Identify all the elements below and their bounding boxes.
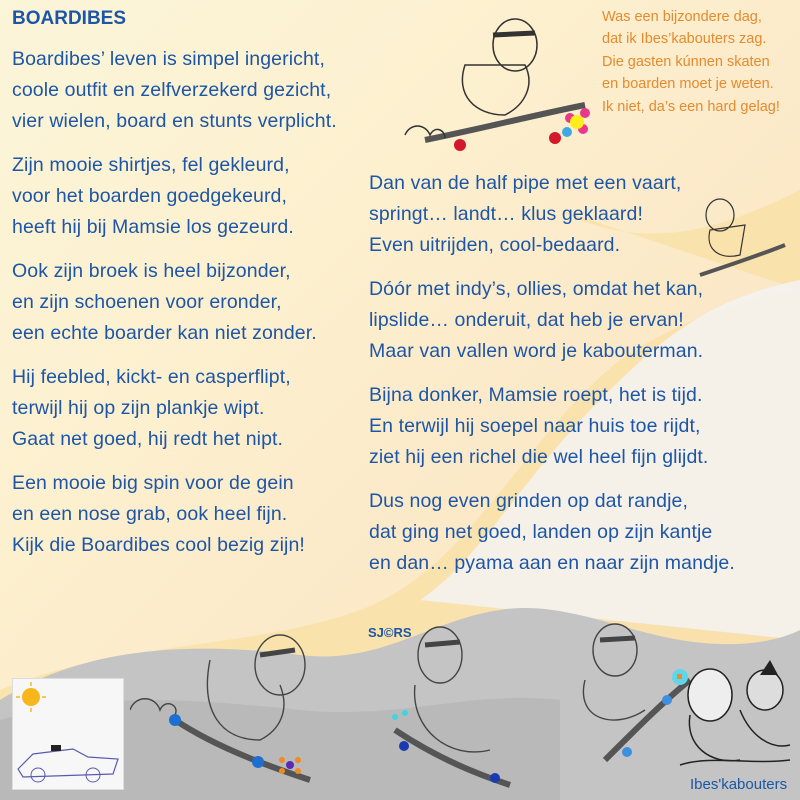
- intro-line: Die gasten kúnnen skaten: [602, 53, 770, 70]
- verse-line: Even uitrijden, cool-bedaard.: [369, 234, 621, 256]
- signature: SJ©RS: [368, 625, 412, 640]
- verse-line: Boardibes’ leven is simpel ingericht,: [12, 48, 325, 70]
- verse-line: Zijn mooie shirtjes, fel gekleurd,: [12, 154, 290, 176]
- verse-line: Ook zijn broek is heel bijzonder,: [12, 260, 291, 282]
- skateboarder-bottom-2-illustration: [390, 620, 540, 795]
- verse-line: een echte boarder kan niet zonder.: [12, 322, 317, 344]
- stanza: [12, 468, 337, 561]
- car-drawing-image: [12, 678, 124, 790]
- verse-line: Kijk die Boardibes cool bezig zijn!: [12, 534, 305, 556]
- verse-line: en dan… pyama aan en naar zijn mandje.: [369, 552, 735, 574]
- verse-line: Gaat net goed, hij redt het nipt.: [12, 428, 284, 450]
- verse-line: dat ging net goed, landen op zijn kantje: [369, 521, 713, 543]
- stanza: [369, 168, 735, 261]
- verse-line: Dus nog even grinden op dat randje,: [369, 490, 688, 512]
- verse-line: en een nose grab, ook heel fijn.: [12, 503, 288, 525]
- verse-line: voor het boarden goedgekeurd,: [12, 185, 288, 207]
- skateboarder-bottom-1-illustration: [130, 620, 330, 795]
- verse-line: terwijl hij op zijn plankje wipt.: [12, 397, 265, 419]
- stanza: [12, 150, 337, 243]
- intro-line: en boarden moet je weten.: [602, 76, 774, 93]
- verse-line: en zijn schoenen voor eronder,: [12, 291, 282, 313]
- poem-title: BOARDIBES: [12, 8, 127, 29]
- left-column: [12, 44, 337, 574]
- stanza: [12, 44, 337, 137]
- verse-line: lipslide… onderuit, dat heb je ervan!: [369, 309, 684, 331]
- verse-line: Dóór met indy’s, ollies, omdat het kan,: [369, 278, 704, 300]
- stanza: [12, 362, 337, 455]
- gnome-group-illustration: [670, 655, 795, 775]
- verse-line: springt… landt… klus geklaard!: [369, 203, 643, 225]
- skateboarder-top-illustration: [395, 5, 595, 155]
- stanza: [12, 256, 337, 349]
- stanza: [369, 486, 735, 579]
- brand-label: Ibes'kabouters: [690, 776, 788, 793]
- skateboarder-small-illustration: [690, 190, 790, 280]
- intro-line: dat ik Ibes’kabouters zag.: [602, 31, 767, 48]
- verse-line: ziet hij een richel die wel heel fijn glijdt.: [369, 446, 709, 468]
- right-column: [369, 168, 735, 592]
- verse-line: heeft hij bij Mamsie los gezeurd.: [12, 216, 294, 238]
- verse-line: coole outfit en zelfverzekerd gezicht,: [12, 79, 332, 101]
- verse-line: Hij feebled, kickt- en casperflipt,: [12, 366, 291, 388]
- verse-line: En terwijl hij soepel naar huis toe rijdt,: [369, 415, 701, 437]
- stanza: [369, 380, 735, 473]
- verse-line: Dan van de half pipe met een vaart,: [369, 172, 682, 194]
- intro-line: Ik niet, da’s een hard gelag!: [602, 98, 780, 115]
- verse-line: Maar van vallen word je kabouterman.: [369, 340, 704, 362]
- intro-line: Was een bijzondere dag,: [602, 9, 762, 25]
- stanza: [369, 274, 735, 367]
- verse-line: Bijna donker, Mamsie roept, het is tijd.: [369, 384, 703, 406]
- verse-line: Een mooie big spin voor de gein: [12, 472, 294, 494]
- intro-verse: [602, 6, 780, 118]
- verse-line: vier wielen, board en stunts verplicht.: [12, 110, 337, 132]
